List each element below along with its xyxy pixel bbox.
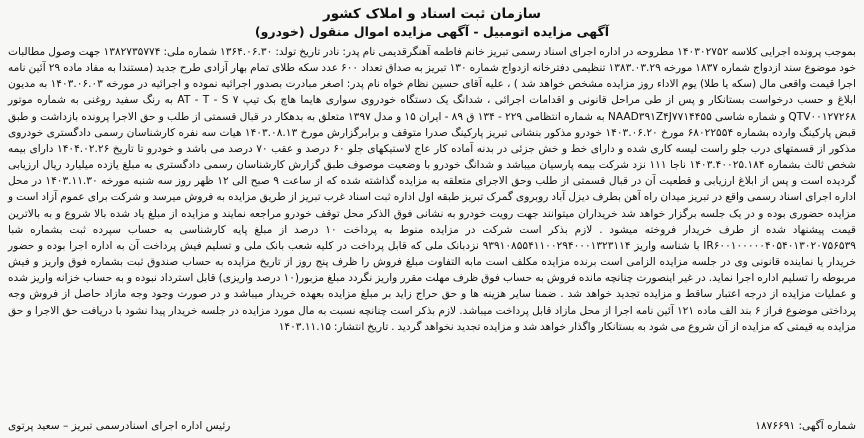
notice-header	[8, 6, 856, 40]
org-title: سازمان ثبت اسناد و املاک کشور	[322, 6, 542, 22]
notice-title: آگهی مزایده اتومبیل - آگهی مزایده اموال منقول (خودرو)	[254, 24, 610, 39]
signer-name: رئیس اداره اجرای اسنادرسمی تبریز – سعید پرتوی	[8, 420, 231, 432]
notice-body: بموجب پرونده اجرایی کلاسه ۱۴۰۳۰۲۷۵۲ مطروحه در اداره اجرای اسناد رسمی تبریز خانم فاطمه آهنگرقدیمی نام پدر: نادر تاریخ تولد: ۱۳۶۴.۰۶.۳۰ شماره ملی: ۱۳۸۲۷۳۵۷۷۴ جهت وصول مطالبات خود موضوع سند ازدواج شماره ۱۸۳۷ مورخه ۱۳۸۳.۰۳.۲۹ تنظیمی دفترخانه ازدواج شماره ۱۳۰ تبریز به صداق تعداد ۶۰۰ عدد سکه طلای تمام بهار آزادی طرح جدید (مستندا به مفاد ماده ۲۹ آئین نامه اجرا قیمت واقعی مال (سکه یا طلا) یوم الاداء روز مزایده مشخص خواهد شد ) ، علیه آقای حسین نظام خواه نام پدر: اصغر مبادرت بصدور اجرائیه نموده و اجرائیه در مورخه ۱۴۰۳.۰۶.۰۳ به مدیون ابلاغ و حسب درخواست بستانکار و پس از طی مراحل قانونی و اقدامات اجرائی ، شدانگ یک دستگاه خودروی سواری هایما هاچ بک تیپ ۷ AT - T - S به رنگ سفید روغنی به شماره موتور QTV۰۰۱۲۷۲۶۸ و شماره شاسی NAAD۳۹۱Z۴J۷۷۱۴۴۵۵ به شماره انتظامی ۲۲۹ - ۱۳۴ ق ۸۹ - ایران ۱۵ و مدل ۱۳۹۷ متعلق به بدهکار در قبال قسمتی از طلب و حق الاجرا پرونده بازداشت و طبق قبض پارکینگ وارده بشماره ۶۸۰۲۲۵۵۴ مورخ ۱۴۰۳.۰۶.۲۰ خودرو مذکور بنشانی تبریز پارکینگ صدرا متوقف و برابرگزارش مورخ ۱۴۰۳.۰۸.۱۳ هیات سه نفره کارشناسان رسمی دادگستری خودروی مذکور از قسمتهای درب جلو راست لیسه کاری شده و دارای خط و خش جزئی در بدنه آماده کار عاج لاستیکهای جلو ۶۰ درصد و عقب ۷۰ درصد می باشد و خودرو تا تاریخ ۱۴۰۴.۰۲.۲۶ دارای بیمه شخص ثالث بشماره ۱۴۰۳.۴۰۰۲۵.۱۸۴ ناجا ۱۱۱ نزد شرکت بیمه پارسیان میباشد و شدانگ خودرو با وضعیت موصوف طبق گزارش کارشناسان رسمی دادگستری به مبلغ یازده میلیارد ریال ارزیابی گردیده است و پس از ابلاغ ارزیابی و قطعیت آن در قبال قسمتی از طلب وحق الاجرای متعلقه به مزایده گذاشته شده که از ساعت ۹ صبح الی ۱۲ ظهر روز سه شنبه مورخه ۱۴۰۳.۱۱.۳۰ در محل اداره اجرای اسناد رسمی واقع در تبریز میدان راه آهن بطرف دیزل آباد روبروی گمرک تبریز طبقه اول اداره ثبت اسناد غرب تبریز از طریق مزایده به فروش میرسد و شرکت برای عموم آزاد است و مزایده حضوری بوده و در یک جلسه برگزار خواهد شد خریداران میتوانند جهت رویت خودرو به نشانی فوق الذکر محل توقف خودرو مراجعه نمایند و مزایده از مبلغ یاد شده بالا شروع و به بالاترین قیمت پیشنهاد شده از طرف خریدار فروخته میشود . لازم بذکر است شرکت در مزایده منوط به پرداخت ۱۰ درصد از مبلغ پایه کارشناسی به حساب سپرده ثبت بشماره شبا IR۶۰۰۱۰۰۰۰۰۴۰۵۴۰۱۳۰۲۰۷۵۶۵۳۹ با شناسه واریز ۹۳۹۱۰۸۵۵۴۱۱۰۰۲۹۴۰۰۰۱۳۲۳۱۱۴ نزدبانک ملی که قابل پرداخت در کلیه شعب بانک ملی و تسلیم فیش پرداخت آن به اداره اجرا بوده و حضور خریدار یا نماینده قانونی وی در جلسه مزایده الزامی است برنده مزایده مکلف است مابه التفاوت مبلغ فروش را ظرف پنج روز از تاریخ مزایده به حساب صندوق ثبت بشماره فوق واریز و فیش مربوطه را تسلیم اداره اجرا نماید. در غیر اینصورت چنانچه مانده فروش به حساب فوق ظرف مهلت مقرر واریز نگردد مبلغ مزبور(۱۰ درصد واریزی) قابل استرداد نبوده و به حساب خزانه واریز شده و عملیات مزایده از درجه اعتبار ساقط و مزایده تجدید خواهد شد . ضمنا سایر هزینه ها و حق حراج زاید بر مبلغ مزایده بعهده خریدار میباشد و در صورت وجود وجه مازاد حاصل از فروش وجه پرداختی موضوع فراز ۶ بند الف ماده ۱۲۱ آئین نامه اجرا از محل مازاد قابل پرداخت میباشد. لازم بذکر است چنانچه نسبت به مال مورد مزایده در جلسه خریدار پیدا نشود با دریافت حق الاجرا و حق مزایده به قیمتی که مزایده از آن شروع می شود به بستانکار واگذار خواهد شد و مزایده تجدید نخواهد گردید . تاریخ انتشار: ۱۴۰۳.۱۱.۱۵	[8, 46, 857, 333]
notice-footer	[8, 419, 856, 434]
notice-number: شماره آگهی: ۱۸۷۶۶۹۱	[755, 420, 856, 432]
